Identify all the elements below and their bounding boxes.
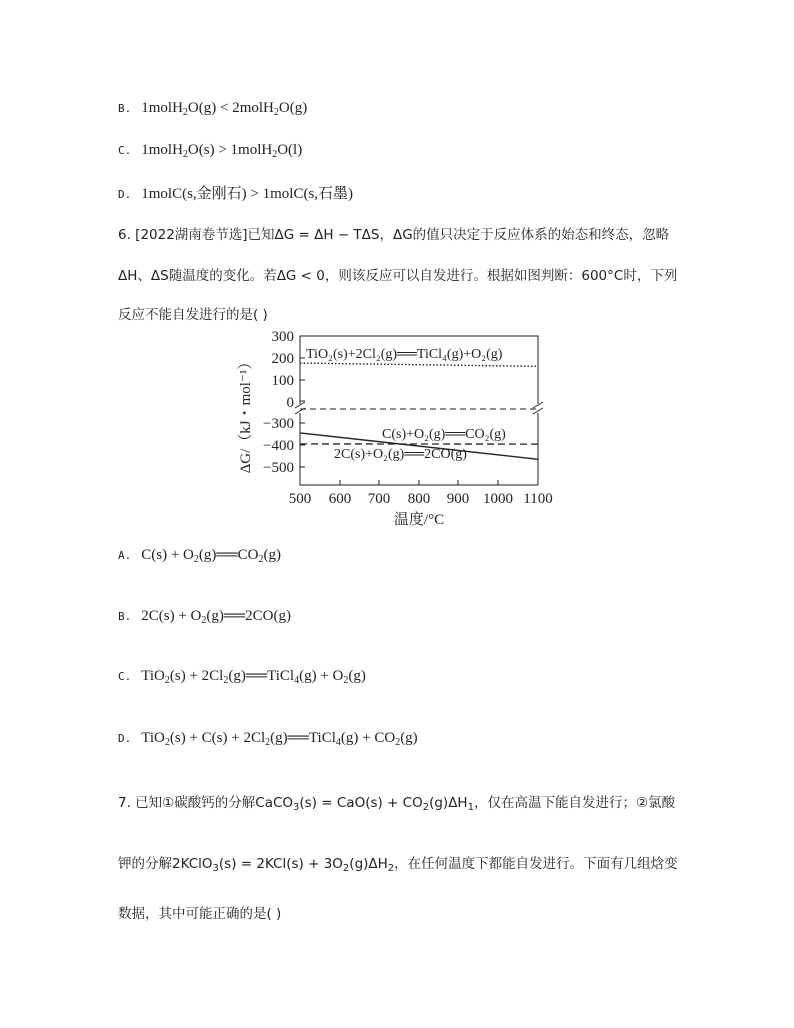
y-tick-label: −300 (263, 416, 294, 432)
gibbs-energy-chart (236, 322, 566, 532)
x-ticks (289, 480, 553, 507)
y-tick-label: 0 (286, 395, 294, 411)
option-q6-c: C. $TiO_2(s) + 2Cl_2(g)══TiCl_4(g) + O_2(g)$ (118, 668, 366, 686)
x-tick-label: 1100 (523, 491, 553, 507)
x-tick-label: 600 (328, 491, 352, 507)
x-tick-label: 900 (446, 491, 470, 507)
series-line-ticl4 (300, 363, 538, 366)
series-label-co: 2C(s)+O₂(g)══2CO(g) (334, 447, 467, 462)
series-label-ticl4: TiO₂(s)+2Cl₂(g)══TiCl₄(g)+O₂(g) (306, 347, 503, 362)
q7-stem-line3: 数据，其中可能正确的是( ) (118, 906, 282, 922)
x-tick-label: 1000 (483, 491, 513, 507)
option-q5-b: B. 1molH$_2$O(g) < 2molH$_2$O(g) (118, 100, 308, 118)
q6-stem-line3: 反应不能自发进行的是( ) (118, 307, 268, 323)
option-q6-d: D. $TiO_2(s) + C(s) + 2Cl_2(g)══TiCl_4(g) + CO_2(g)$ (118, 730, 418, 748)
option-q5-c: C. 1molH$_2$O(s) > 1molH$_2$O(l) (118, 142, 303, 160)
y-tick-label: 200 (271, 351, 294, 367)
y-axis-label: ΔG/（kJ・mol⁻¹） (238, 354, 254, 474)
y-tick-label: 100 (271, 373, 294, 389)
q6-stem-line2: ΔH、ΔS随温度的变化。若ΔG < 0，则该反应可以自发进行。根据如图判断：600°C时，下列 (118, 268, 678, 284)
chart-svg (236, 322, 566, 532)
q7-stem-line2: 钾的分解2KClO$_3$(s) = $2KCl(s) + 3O_2(g)\Delta H_2$，在任何温度下都能自发进行。下面有几组焓变 (118, 856, 678, 874)
x-axis-label: 温度/°C (393, 512, 445, 528)
x-tick-label: 500 (288, 491, 312, 507)
q6-stem-line1: 6. [2022湖南卷节选]已知ΔG = ΔH − TΔS，ΔG的值只决定于反应体系的始态和终态，忽略 (118, 227, 670, 243)
y-ticks (263, 329, 305, 476)
x-tick-label: 800 (407, 491, 431, 507)
y-tick-label: 300 (271, 329, 294, 345)
option-q6-b: B. $2C(s) + O_2(g)══2CO(g)$ (118, 608, 291, 626)
q7-stem-line1: 7. 已知①碳酸钙的分解CaCO$_3$(s) = $CaO(s) + CO_2(g)\Delta H_1$，仅在高温下能自发进行；②氯酸 (118, 795, 676, 813)
y-tick-label: −400 (263, 438, 294, 454)
option-q5-d: D. 1molC(s,金刚石) > 1molC(s,石墨) (118, 186, 354, 202)
x-tick-label: 700 (367, 491, 391, 507)
series-label-co2: C(s)+O₂(g)══CO₂(g) (382, 427, 506, 442)
option-q6-a: A. $C(s) + O_2(g)══CO_2(g)$ (118, 547, 281, 565)
y-tick-label: −500 (263, 460, 294, 476)
